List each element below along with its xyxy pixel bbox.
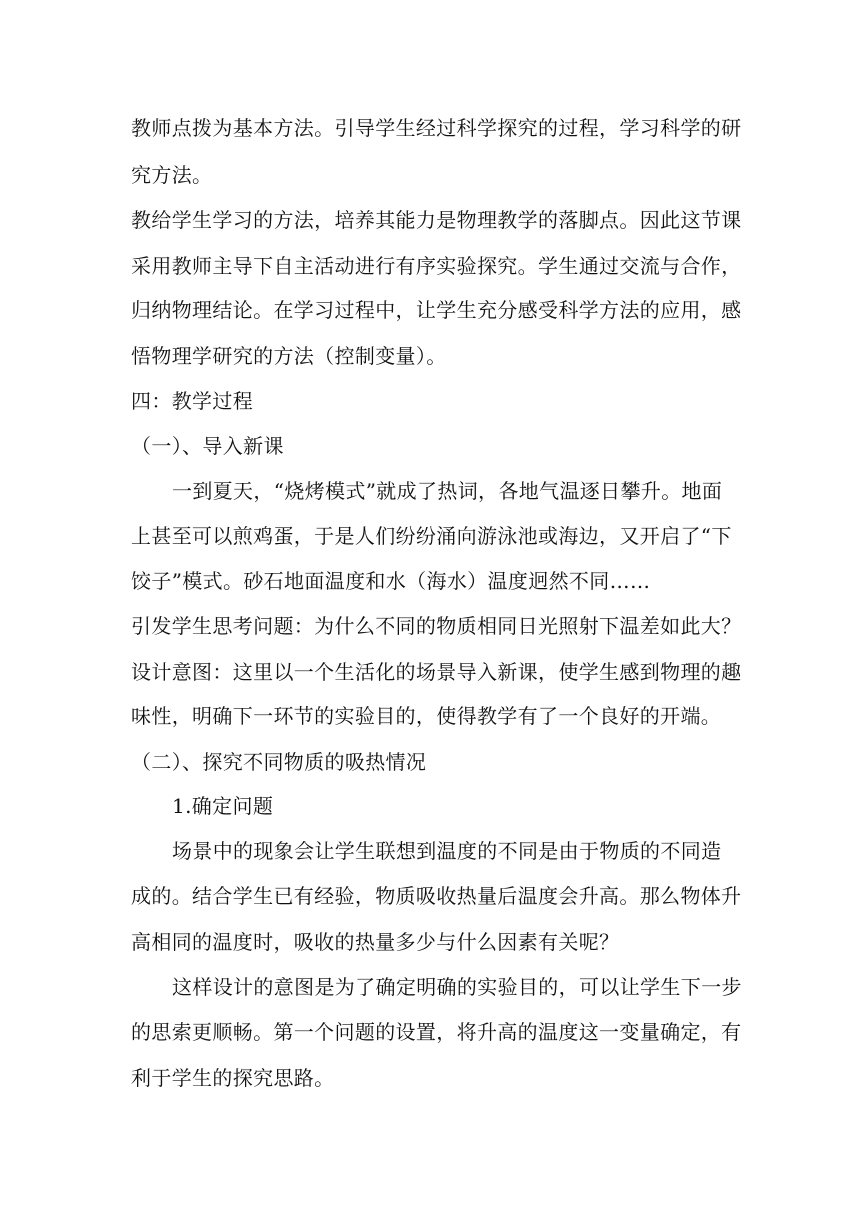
text-line: 教师点拨为基本方法。引导学生经过科学探究的过程，学习科学的研 xyxy=(131,116,742,140)
text-line: 一到夏天，“烧烤模式”就成了热词，各地气温逐日攀升。地面 xyxy=(172,479,723,503)
text-line: 归纳物理结论。在学习过程中，让学生充分感受科学方法的应用，感 xyxy=(131,298,742,322)
text-line: 高相同的温度时，吸收的热量多少与什么因素有关呢？ xyxy=(131,930,620,954)
text-line: 采用教师主导下自主活动进行有序实验探究。学生通过交流与合作， xyxy=(131,254,742,278)
text-line: 上甚至可以煎鸡蛋，于是人们纷纷涌向游泳池或海边，又开启了“下 xyxy=(131,524,732,548)
text-line: 成的。结合学生已有经验，物质吸收热量后温度会升高。那么物体升 xyxy=(131,884,742,908)
text-line: 利于学生的探究思路。 xyxy=(131,1066,335,1090)
text-line: 教给学生学习的方法，培养其能力是物理教学的落脚点。因此这节课 xyxy=(131,208,742,232)
numbered-heading: 1.确定问题 xyxy=(172,794,274,818)
text-line: 设计意图：这里以一个生活化的场景导入新课，使学生感到物理的趣 xyxy=(131,660,742,684)
text-line: 究方法。 xyxy=(131,163,213,187)
text-line: 这样设计的意图是为了确定明确的实验目的，可以让学生下一步 xyxy=(172,975,742,999)
section-heading: 四：教学过程 xyxy=(131,389,254,413)
text-line: 引发学生思考问题：为什么不同的物质相同日光照射下温差如此大？ xyxy=(131,614,742,638)
subsection-heading: （一）、导入新课 xyxy=(131,434,284,458)
text-line: 味性，明确下一环节的实验目的，使得教学有了一个良好的开端。 xyxy=(131,704,722,728)
text-line: 的思索更顺畅。第一个问题的设置，将升高的温度这一变量确定，有 xyxy=(131,1020,742,1044)
text-line: 饺子”模式。砂石地面温度和水（海水）温度迥然不同…… xyxy=(131,569,651,593)
text-line: 悟物理学研究的方法（控制变量）。 xyxy=(131,344,447,368)
subsection-heading: （二）、探究不同物质的吸热情况 xyxy=(131,750,427,774)
text-line: 场景中的现象会让学生联想到温度的不同是由于物质的不同造 xyxy=(172,839,722,863)
